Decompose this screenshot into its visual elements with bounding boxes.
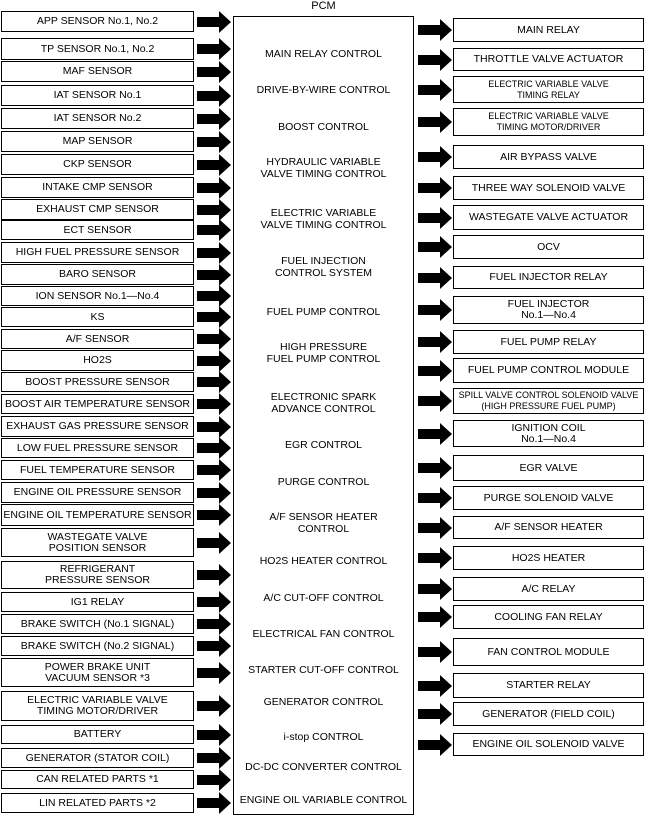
input-box: ELECTRIC VARIABLE VALVE TIMING MOTOR/DRIVER — [1, 691, 194, 721]
pcm-function-label: HIGH PRESSURE FUEL PUMP CONTROL — [266, 341, 381, 365]
output-arrow-icon — [418, 236, 452, 258]
pcm-function-label: ENGINE OIL VARIABLE CONTROL — [239, 794, 408, 806]
input-arrow-icon — [197, 769, 231, 791]
output-box: A/C RELAY — [453, 577, 644, 601]
input-arrow-icon — [197, 792, 231, 814]
pcm-function-label: A/F SENSOR HEATER CONTROL — [269, 511, 378, 535]
pcm-function-label: ELECTRIC VARIABLE VALVE TIMING CONTROL — [260, 207, 387, 231]
input-box: FUEL TEMPERATURE SENSOR — [1, 460, 194, 480]
output-box: STARTER RELAY — [453, 673, 644, 698]
input-arrow-icon — [197, 61, 231, 83]
output-box: FAN CONTROL MODULE — [453, 638, 644, 666]
pcm-function-label: FUEL INJECTION CONTROL SYSTEM — [274, 255, 373, 279]
output-arrow-icon — [418, 703, 452, 725]
input-box: BOOST PRESSURE SENSOR — [1, 372, 194, 392]
input-arrow-icon — [197, 482, 231, 504]
output-arrow-icon — [418, 423, 452, 445]
output-arrow-icon — [418, 675, 452, 697]
input-arrow-icon — [197, 154, 231, 176]
pcm-function-label: PURGE CONTROL — [277, 476, 370, 488]
output-arrow-icon — [418, 734, 452, 756]
output-arrow-icon — [418, 49, 452, 71]
output-box: ELECTRIC VARIABLE VALVE TIMING MOTOR/DRIVER — [453, 108, 644, 136]
input-arrow-icon — [197, 635, 231, 657]
input-arrow-icon — [197, 199, 231, 221]
input-arrow-icon — [197, 38, 231, 60]
input-arrow-icon — [197, 177, 231, 199]
input-arrow-icon — [197, 285, 231, 307]
input-box: IG1 RELAY — [1, 592, 194, 612]
input-arrow-icon — [197, 724, 231, 746]
input-box: IAT SENSOR No.1 — [1, 85, 194, 106]
output-arrow-icon — [418, 606, 452, 628]
input-box: BOOST AIR TEMPERATURE SENSOR — [1, 394, 194, 414]
input-box: CKP SENSOR — [1, 154, 194, 175]
output-box: WASTEGATE VALVE ACTUATOR — [453, 205, 644, 230]
output-box: GENERATOR (FIELD COIL) — [453, 702, 644, 726]
pcm-function-label: DRIVE-BY-WIRE CONTROL — [256, 84, 391, 96]
input-arrow-icon — [197, 219, 231, 241]
input-box: BATTERY — [1, 725, 194, 744]
output-box: ELECTRIC VARIABLE VALVE TIMING RELAY — [453, 76, 644, 103]
input-arrow-icon — [197, 564, 231, 586]
input-box: BARO SENSOR — [1, 264, 194, 285]
output-box: ENGINE OIL SOLENOID VALVE — [453, 733, 644, 756]
input-arrow-icon — [197, 131, 231, 153]
input-box: LOW FUEL PRESSURE SENSOR — [1, 438, 194, 458]
input-box: MAF SENSOR — [1, 61, 194, 82]
pcm-function-label: i-stop CONTROL — [283, 731, 364, 743]
output-box: IGNITION COIL No.1—No.4 — [453, 420, 644, 447]
input-arrow-icon — [197, 85, 231, 107]
input-box: HO2S — [1, 350, 194, 371]
output-box: SPILL VALVE CONTROL SOLENOID VALVE (HIGH PRESSURE FUEL PUMP) — [453, 388, 644, 414]
input-box: APP SENSOR No.1, No.2 — [1, 11, 194, 32]
input-arrow-icon — [197, 662, 231, 684]
output-arrow-icon — [418, 331, 452, 353]
input-box: A/F SENSOR — [1, 329, 194, 349]
pcm-function-label: STARTER CUT-OFF CONTROL — [248, 664, 399, 676]
input-arrow-icon — [197, 242, 231, 264]
output-arrow-icon — [418, 517, 452, 539]
pcm-function-label: EGR CONTROL — [284, 439, 362, 451]
output-arrow-icon — [418, 299, 452, 321]
output-arrow-icon — [418, 177, 452, 199]
input-arrow-icon — [197, 371, 231, 393]
input-box: GENERATOR (STATOR COIL) — [1, 748, 194, 768]
pcm-function-label: DC-DC CONVERTER CONTROL — [245, 761, 402, 773]
input-box: KS — [1, 307, 194, 327]
input-arrow-icon — [197, 591, 231, 613]
output-arrow-icon — [418, 390, 452, 412]
pcm-function-label: ELECTRONIC SPARK ADVANCE CONTROL — [270, 391, 377, 415]
input-box: HIGH FUEL PRESSURE SENSOR — [1, 242, 194, 263]
pcm-label: PCM — [311, 0, 336, 12]
input-box: LIN RELATED PARTS *2 — [1, 793, 194, 813]
input-arrow-icon — [197, 264, 231, 286]
output-arrow-icon — [418, 487, 452, 509]
output-arrow-icon — [418, 79, 452, 101]
input-box: ENGINE OIL PRESSURE SENSOR — [1, 482, 194, 503]
input-arrow-icon — [197, 437, 231, 459]
pcm-function-label: GENERATOR CONTROL — [263, 696, 384, 708]
output-box: AIR BYPASS VALVE — [453, 145, 644, 169]
input-arrow-icon — [197, 350, 231, 372]
input-box: ION SENSOR No.1—No.4 — [1, 286, 194, 306]
output-box: PURGE SOLENOID VALVE — [453, 486, 644, 510]
output-arrow-icon — [418, 641, 452, 663]
pcm-function-label: BOOST CONTROL — [278, 121, 369, 133]
output-arrow-icon — [418, 111, 452, 133]
input-box: IAT SENSOR No.2 — [1, 108, 194, 129]
input-arrow-icon — [197, 393, 231, 415]
output-box: COOLING FAN RELAY — [453, 605, 644, 629]
output-arrow-icon — [418, 267, 452, 289]
input-arrow-icon — [197, 11, 231, 33]
input-box: REFRIGERANT PRESSURE SENSOR — [1, 561, 194, 589]
input-box: POWER BRAKE UNIT VACUUM SENSOR *3 — [1, 658, 194, 687]
output-box: HO2S HEATER — [453, 546, 644, 570]
pcm-function-label: MAIN RELAY CONTROL — [265, 48, 382, 60]
input-arrow-icon — [197, 108, 231, 130]
input-arrow-icon — [197, 613, 231, 635]
output-box: EGR VALVE — [453, 455, 644, 481]
output-arrow-icon — [418, 146, 452, 168]
input-box: INTAKE CMP SENSOR — [1, 177, 194, 198]
output-box: OCV — [453, 235, 644, 259]
output-box: THREE WAY SOLENOID VALVE — [453, 176, 644, 200]
output-arrow-icon — [418, 360, 452, 382]
input-arrow-icon — [197, 306, 231, 328]
output-arrow-icon — [418, 457, 452, 479]
pcm-function-label: HO2S HEATER CONTROL — [259, 555, 388, 567]
pcm-function-label: HYDRAULIC VARIABLE VALVE TIMING CONTROL — [260, 156, 387, 180]
output-box: FUEL PUMP RELAY — [453, 330, 644, 354]
input-arrow-icon — [197, 747, 231, 769]
output-box: FUEL INJECTOR RELAY — [453, 266, 644, 289]
output-box: FUEL PUMP CONTROL MODULE — [453, 358, 644, 383]
input-arrow-icon — [197, 504, 231, 526]
input-arrow-icon — [197, 416, 231, 438]
pcm-function-label: ELECTRICAL FAN CONTROL — [252, 628, 395, 640]
output-box: A/F SENSOR HEATER — [453, 516, 644, 539]
pcm-function-label: FUEL PUMP CONTROL — [266, 306, 381, 318]
input-arrow-icon — [197, 695, 231, 717]
output-box: MAIN RELAY — [453, 18, 644, 42]
input-box: MAP SENSOR — [1, 131, 194, 152]
input-box: WASTEGATE VALVE POSITION SENSOR — [1, 528, 194, 557]
input-box: EXHAUST GAS PRESSURE SENSOR — [1, 416, 194, 437]
output-box: FUEL INJECTOR No.1—No.4 — [453, 296, 644, 324]
input-arrow-icon — [197, 532, 231, 554]
input-arrow-icon — [197, 459, 231, 481]
output-arrow-icon — [418, 547, 452, 569]
input-box: BRAKE SWITCH (No.1 SIGNAL) — [1, 614, 194, 634]
input-arrow-icon — [197, 328, 231, 350]
output-box: THROTTLE VALVE ACTUATOR — [453, 48, 644, 71]
output-arrow-icon — [418, 207, 452, 229]
input-box: BRAKE SWITCH (No.2 SIGNAL) — [1, 636, 194, 656]
input-box: EXHAUST CMP SENSOR — [1, 199, 194, 220]
input-box: CAN RELATED PARTS *1 — [1, 770, 194, 789]
pcm-function-label: A/C CUT-OFF CONTROL — [263, 592, 384, 604]
input-box: ENGINE OIL TEMPERATURE SENSOR — [1, 504, 194, 526]
output-arrow-icon — [418, 19, 452, 41]
output-arrow-icon — [418, 578, 452, 600]
input-box: ECT SENSOR — [1, 220, 194, 240]
input-box: TP SENSOR No.1, No.2 — [1, 38, 194, 60]
